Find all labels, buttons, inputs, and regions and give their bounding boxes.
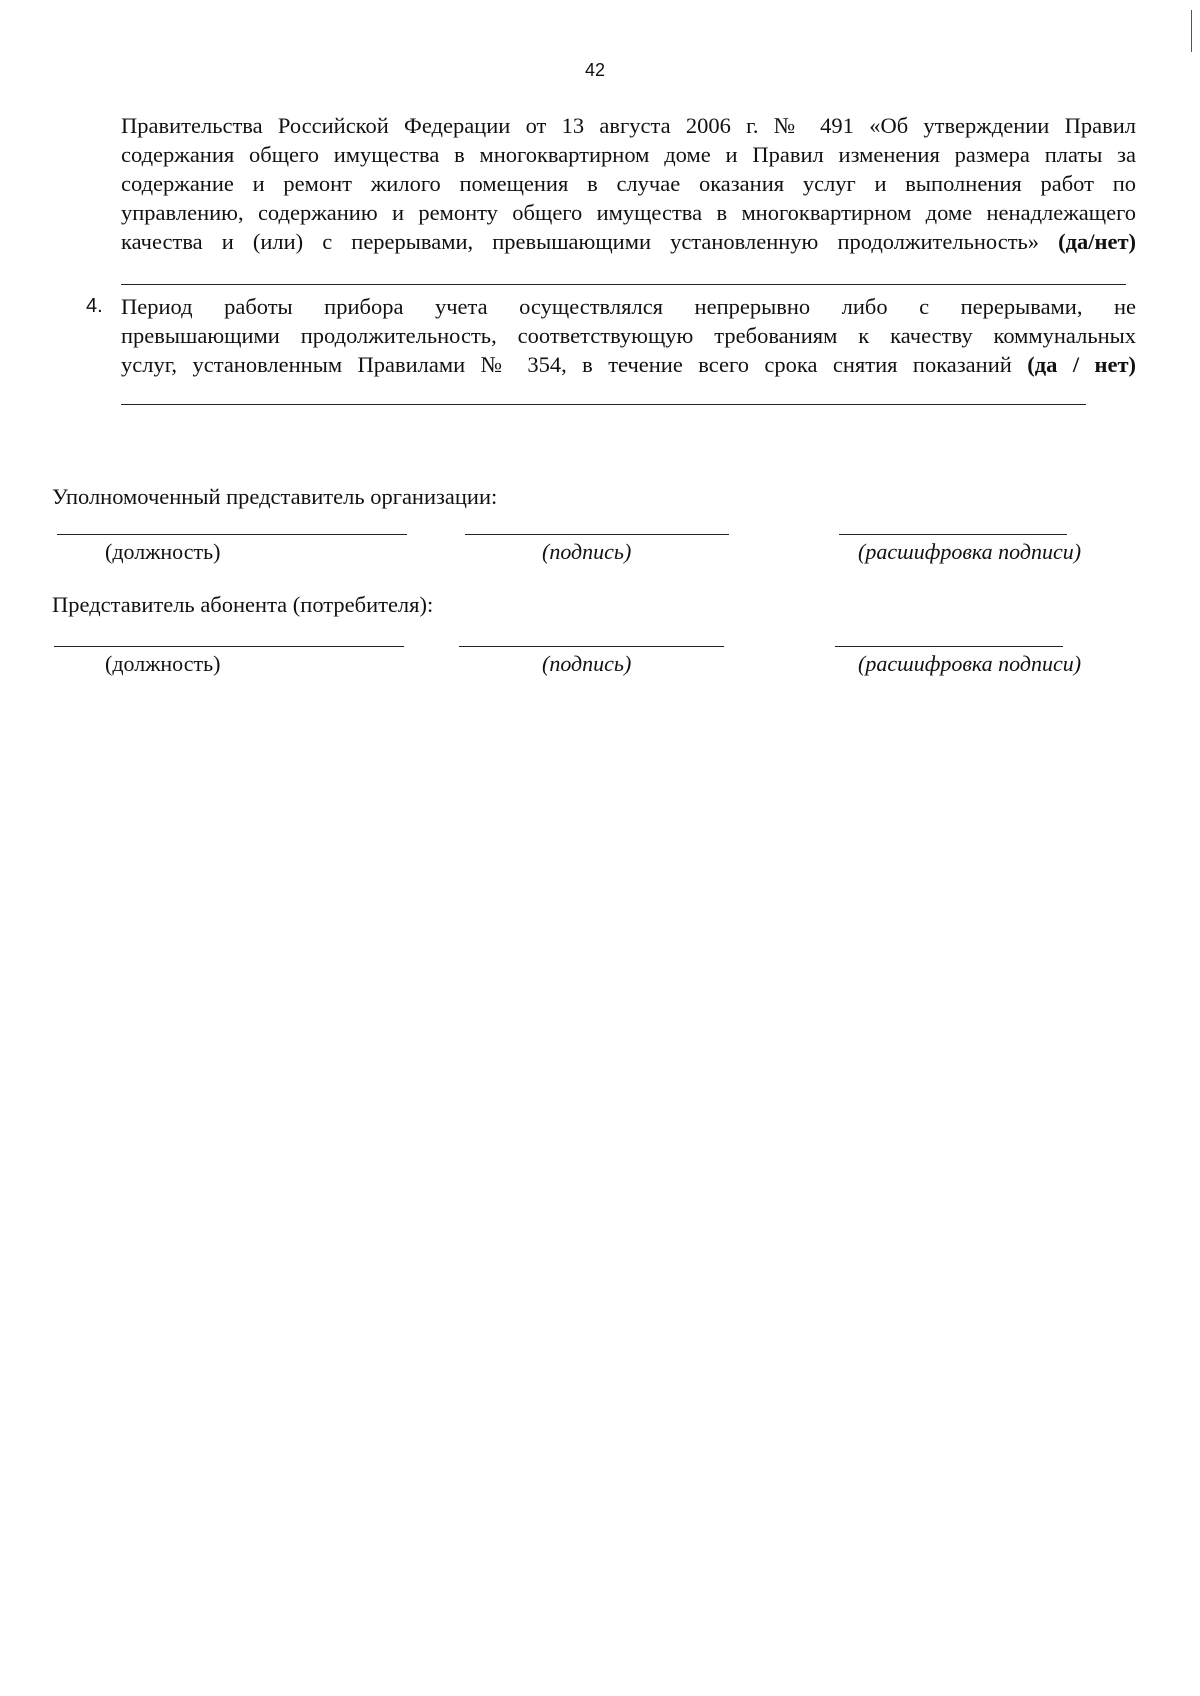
subscriber-decoding-line	[835, 646, 1063, 647]
organization-rep-heading: Уполномоченный представитель организации:	[52, 484, 498, 509]
subscriber-decoding-caption: (расшифровка подписи)	[858, 651, 1082, 676]
page-number: 42	[584, 60, 606, 80]
organization-position-caption: (должность)	[105, 539, 221, 564]
item-3-line: Правительства Российской Федерации от 13 августа 2006 г. № 491 «Об утверждении Правил	[121, 113, 1136, 138]
item-3-line: качества и (или) с перерывами, превышающими установленную продолжительность»	[121, 229, 1040, 254]
item-4-number: 4.	[86, 295, 103, 317]
organization-position-line	[57, 534, 407, 535]
item-3-answer: (да/нет)	[1058, 229, 1136, 254]
item-4-text	[121, 292, 1136, 379]
item-3-answer-line	[121, 284, 1126, 285]
item-4-line: Период работы прибора учета осуществлялся непрерывно либо с перерывами, не	[121, 294, 1136, 319]
organization-signature-caption: (подпись)	[542, 539, 632, 564]
item-3-last-line	[121, 227, 1136, 256]
subscriber-position-line	[54, 646, 404, 647]
organization-decoding-caption: (расшифровка подписи)	[858, 539, 1082, 564]
item-3-line: управлению, содержанию и ремонту общего имущества в многоквартирном доме ненадлежащего	[121, 200, 1136, 225]
item-4-last-line	[121, 350, 1136, 379]
organization-decoding-line	[839, 534, 1067, 535]
item-3-line: содержания общего имущества в многоквартирном доме и Правил изменения размера платы за	[121, 142, 1136, 167]
item-3-line: содержание и ремонт жилого помещения в случае оказания услуг и выполнения работ по	[121, 171, 1136, 196]
item-3-text	[121, 111, 1136, 256]
item-4-answer-line	[121, 404, 1086, 405]
subscriber-rep-heading: Представитель абонента (потребителя):	[52, 592, 434, 617]
page-edge-mark	[1191, 10, 1192, 52]
organization-signature-line	[465, 534, 729, 535]
item-4-answer: (да / нет)	[1027, 352, 1137, 377]
subscriber-signature-caption: (подпись)	[542, 651, 632, 676]
item-4-line: превышающими продолжительность, соответствующую требованиям к качеству коммунальных	[121, 323, 1136, 348]
item-4-line: услуг, установленным Правилами № 354, в течение всего срока снятия показаний	[121, 352, 1012, 377]
subscriber-signature-line	[459, 646, 724, 647]
subscriber-position-caption: (должность)	[105, 651, 221, 676]
